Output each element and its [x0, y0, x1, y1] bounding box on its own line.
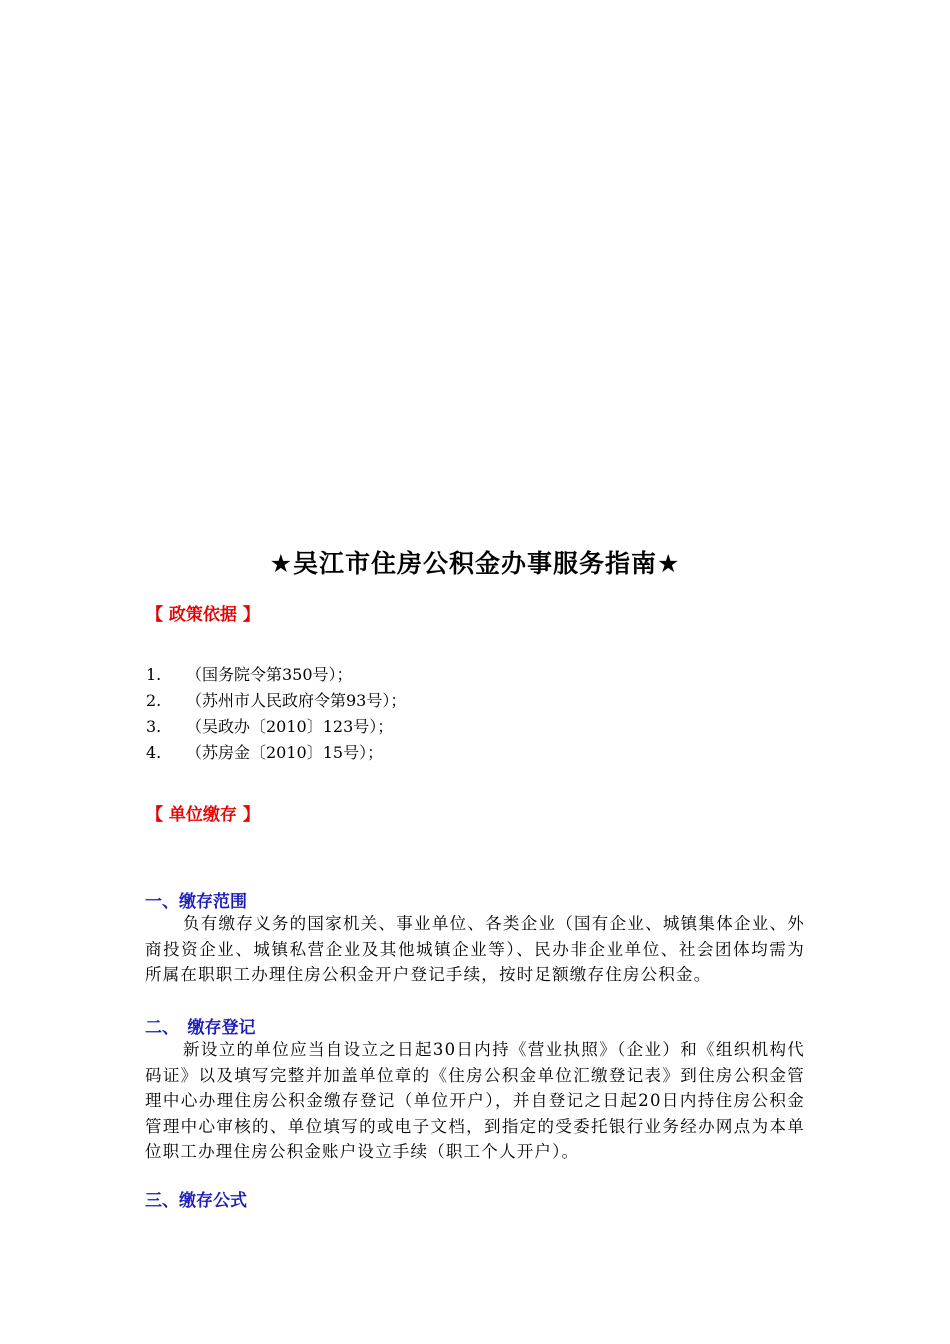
heading-scope: 一、缴存范围 [145, 892, 247, 912]
list-item-number: 2. [146, 691, 162, 710]
heading-formula: 三、缴存公式 [145, 1191, 247, 1211]
list-item-text: （苏州市人民政府令第93号）； [186, 691, 407, 710]
list-item [146, 714, 406, 740]
page-title: ★吴江市住房公积金办事服务指南★ [269, 549, 681, 578]
list-item-number: 4. [146, 743, 162, 762]
section-label-unit-deposit: 【 单位缴存 】 [146, 805, 260, 825]
policy-list [146, 662, 406, 766]
paragraph-registration: 新设立的单位应当自设立之日起30日内持《营业执照》（企业）和《组织机构代码证》以及填写完整并加盖单位章的《住房公积金单位汇缴登记表》到住房公积金管理中心办理住房公积金缴存登记（单位开户），并自登记之日起20日内持住房公积金管理中心审核的、单位填写的或电子文档，到指定的受委托银行业务经办网点为本单位职工办理住房公积金账户设立手续（职工个人开户）。 [145, 1040, 805, 1161]
list-item-text: （吴政办〔2010〕123号）； [186, 717, 394, 736]
list-item-text: （苏房金〔2010〕15号）； [186, 743, 384, 762]
list-item-text: （国务院令第350号）； [186, 665, 353, 684]
list-item-number: 1. [146, 665, 162, 684]
list-item [146, 688, 406, 714]
heading-registration: 二、 缴存登记 [145, 1018, 256, 1038]
list-item [146, 662, 406, 688]
paragraph-scope: 负有缴存义务的国家机关、事业单位、各类企业（国有企业、城镇集体企业、外商投资企业、城镇私营企业及其他城镇企业等）、民办非企业单位、社会团体均需为所属在职职工办理住房公积金开户登记手续，按时足额缴存住房公积金。 [145, 914, 805, 984]
list-item [146, 740, 406, 766]
section-label-policy: 【 政策依据 】 [146, 605, 260, 625]
list-item-number: 3. [146, 717, 162, 736]
